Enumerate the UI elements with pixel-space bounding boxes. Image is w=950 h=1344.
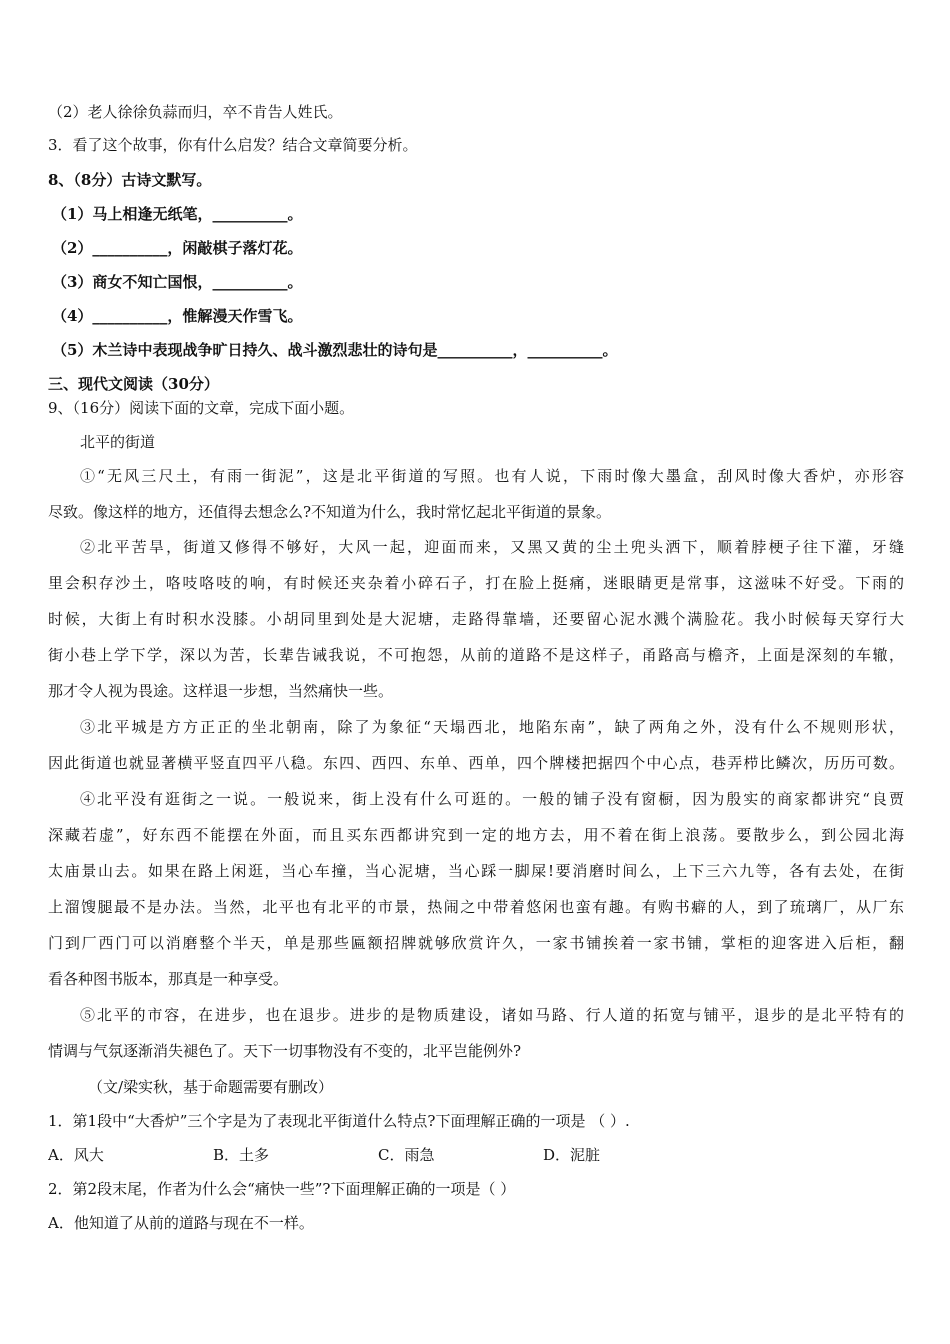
article-line: 上溜馊腿最不是办法。当然，北平也有北平的市景，热闹之中带着悠闲也蛮有趣。有购书癖的人，到了琉璃厂，从厂东 <box>48 898 904 916</box>
article-line: 街小巷上学下学，深以为苦，长辈告诫我说，不可抱怨，从前的道路不是这样子，甬路高与檐齐，上面是深刻的车辙， <box>48 646 904 664</box>
q8-item-4: （4）__________，惟解漫天作雪飞。 <box>52 307 303 325</box>
article-line: ②北平苦旱，街道又修得不够好，大风一起，迎面而来，又黑又黄的尘土兜头洒下，顺着脖梗子往下灌，牙缝 <box>80 538 904 556</box>
article-source: （文/梁实秋，基于命题需要有删改） <box>88 1078 334 1096</box>
q8-item-1: （1）马上相逢无纸笔，__________。 <box>52 205 303 223</box>
article-line: 情调与气氛逐渐消失褪色了。天下一切事物没有不变的，北平岂能例外? <box>48 1042 522 1060</box>
article-line: ①“无风三尺土，有雨一街泥”，这是北平街道的写照。也有人说，下雨时像大墨盒，刮风时像大香炉，亦形容 <box>80 467 904 485</box>
article-line: ③北平城是方方正正的坐北朝南，除了为象征“天塌西北，地陷东南”，缺了两角之外，没有什么不规则形状， <box>80 718 904 736</box>
q9-heading: 9、（16分）阅读下面的文章，完成下面小题。 <box>48 399 355 417</box>
article-line: 深藏若虚”，好东西不能摆在外面，而且买东西都讲究到一定的地方去，用不着在街上浪荡。要散步么，到公园北海 <box>48 826 904 844</box>
q8-item-2: （2）__________，闲敲棋子落灯花。 <box>52 239 303 257</box>
article-line: 尽致。像这样的地方，还值得去想念么?不知道为什么，我时常忆起北平街道的景象。 <box>48 503 612 521</box>
article-line: 看各种图书版本，那真是一种享受。 <box>48 970 289 988</box>
article-line: 那才令人视为畏途。这样退一步想，当然痛快一些。 <box>48 682 394 700</box>
article-title: 北平的街道 <box>80 433 156 451</box>
q8-item-5: （5）木兰诗中表现战争旷日持久、战斗激烈悲壮的诗句是__________，__________。 <box>52 341 618 359</box>
option-c: C．雨急 <box>378 1146 435 1164</box>
article-line: 时候，大街上有时积水没膝。小胡同里到处是大泥塘，走路得靠墙，还要留心泥水溅个满脸花。我小时候每天穿行大 <box>48 610 904 628</box>
article-line: 太庙景山去。如果在路上闲逛，当心车撞，当心泥塘，当心踩一脚屎!要消磨时间么，上下三六九等，各有去处，在街 <box>48 862 904 880</box>
option-a: A．风大 <box>48 1146 104 1164</box>
q8-item-3: （3）商女不知亡国恨，__________。 <box>52 273 303 291</box>
article-line: ④北平没有逛街之一说。一般说来，街上没有什么可逛的。一般的铺子没有窗橱，因为殷实的商家都讲究“良贾 <box>80 790 904 808</box>
article-line: 因此街道也就显著横平竖直四平八稳。东四、西四、东单、西单，四个牌楼把据四个中心点，巷弄栉比鳞次，历历可数。 <box>48 754 904 772</box>
q8-heading: 8、（8分）古诗文默写。 <box>48 171 212 189</box>
option-b: B．土多 <box>213 1146 270 1164</box>
q7-question-3: 3．看了这个故事，你有什么启发？结合文章简要分析。 <box>48 136 418 154</box>
section-3-heading: 三、现代文阅读（30分） <box>48 375 219 393</box>
q9-1-stem: 1．第1段中“大香炉”三个字是为了表现北平街道什么特点?下面理解正确的一项是 （ ）. <box>48 1112 630 1130</box>
article-line: 门到厂西门可以消磨整个半天，单是那些匾额招牌就够欣赏许久，一家书铺挨着一家书铺，掌柜的迎客进入后柜，翻 <box>48 934 904 952</box>
q9-2-stem: 2．第2段末尾，作者为什么会“痛快一些”?下面理解正确的一项是（ ） <box>48 1180 516 1198</box>
article-line: ⑤北平的市容，在进步，也在退步。进步的是物质建设，诸如马路、行人道的拓宽与铺平，退步的是北平特有的 <box>80 1006 904 1024</box>
q9-2-option-a: A．他知道了从前的道路与现在不一样。 <box>48 1214 314 1232</box>
q7-part2: （2）老人徐徐负蒜而归，卒不肯告人姓氏。 <box>48 103 343 121</box>
option-d: D．泥脏 <box>543 1146 601 1164</box>
article-line: 里会积存沙土，咯吱咯吱的响，有时候还夹杂着小碎石子，打在脸上挺痛，迷眼睛更是常事，这滋味不好受。下雨的 <box>48 574 904 592</box>
q9-1-options <box>48 1143 950 1167</box>
